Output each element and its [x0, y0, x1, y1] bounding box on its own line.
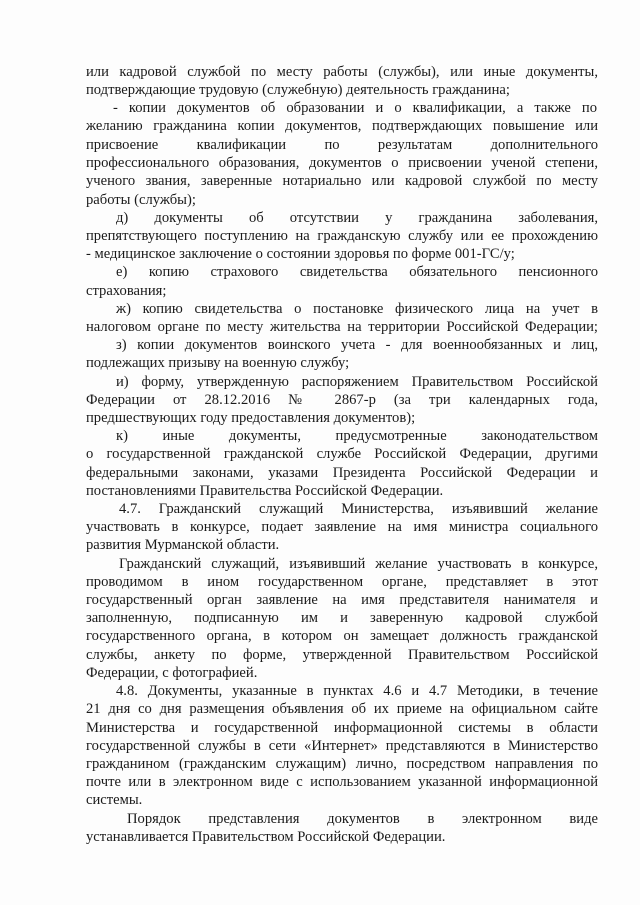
- text-line: Федерации от 28.12.2016 № 2867-р (за три календарных года,: [86, 392, 598, 408]
- text-line: работы (службы);: [86, 192, 196, 208]
- text-line: страхования;: [86, 283, 167, 299]
- text-line: и) форму, утвержденную распоряжением Правительством Российской: [116, 374, 598, 390]
- text-line: профессионального образования, документов о присвоении ученой степени,: [86, 155, 598, 171]
- text-line: подлежащих призыву на военную службу;: [86, 355, 350, 371]
- text-line: 21 дня со дня размещения объявления об их приеме на официальном сайте: [86, 701, 598, 717]
- text-line: ж) копию свидетельства о постановке физического лица на учет в: [116, 301, 598, 317]
- text-line: з) копии документов воинского учета - для военнообязанных и лиц,: [116, 337, 598, 353]
- text-line: федеральными законами, указами Президента Российской Федерации и: [86, 465, 598, 481]
- text-line: предшествующих году предоставления документов);: [86, 410, 416, 426]
- text-line: государственного органа, в котором он замещает должность гражданской: [86, 628, 598, 644]
- text-line: государственной службы в сети «Интернет» представляются в Министерство: [86, 738, 598, 754]
- text-line: препятствующего поступлению на гражданскую службу или ее прохождению: [86, 228, 598, 244]
- text-line: - копии документов об образовании и о квалификации, а также по: [113, 100, 597, 116]
- text-line: присвоение квалификации по результатам дополнительного: [86, 137, 598, 153]
- text-line: подтверждающие трудовую (служебную) деятельность гражданина;: [86, 82, 510, 98]
- text-line: заполненную, подписанную им и заверенную кадровой службой: [86, 610, 598, 626]
- text-line: 4.8. Документы, указанные в пунктах 4.6 и 4.7 Методики, в течение: [116, 683, 598, 699]
- text-line: проводимом в ином государственном органе, представляет в этот: [86, 574, 598, 590]
- text-line: налоговом органе по месту жительства на территории Российской Федерации;: [86, 319, 598, 335]
- text-line: постановлениями Правительства Российской Федерации.: [86, 483, 444, 499]
- text-line: устанавливается Правительством Российской Федерации.: [86, 829, 446, 845]
- text-line: Порядок представления документов в электронном виде: [127, 811, 598, 827]
- text-line: почте или в электронном виде с использованием указанной информационной: [86, 774, 598, 790]
- text-line: ученого звания, заверенные нотариально или кадровой службой по месту: [86, 173, 598, 189]
- text-line: е) копию страхового свидетельства обязательного пенсионного: [116, 264, 598, 280]
- text-line: - медицинское заключение о состоянии здоровья по форме 001-ГС/у;: [86, 246, 515, 262]
- text-line: гражданином (гражданским служащим) лично, посредством направления по: [86, 756, 598, 772]
- text-line: службы, анкету по форме, утвержденной Правительством Российской: [86, 647, 598, 663]
- text-line: к) иные документы, предусмотренные законодательством: [116, 428, 598, 444]
- text-line: о государственной гражданской службе Российской Федерации, другими: [86, 446, 598, 462]
- text-line: системы.: [86, 792, 143, 808]
- text-line: развития Мурманской области.: [86, 537, 280, 553]
- text-line: желанию гражданина копии документов, подтверждающих повышение или: [86, 118, 598, 134]
- text-line: 4.7. Гражданский служащий Министерства, изъявивший желание: [119, 501, 598, 517]
- text-line: Федерации, с фотографией.: [86, 665, 258, 681]
- text-line: д) документы об отсутствии у гражданина заболевания,: [116, 210, 598, 226]
- text-line: участвовать в конкурсе, подает заявление на имя министра социального: [86, 519, 598, 535]
- text-line: государственный орган заявление на имя представителя нанимателя и: [86, 592, 598, 608]
- text-line: Гражданский служащий, изъявивший желание участвовать в конкурсе,: [119, 556, 598, 572]
- text-line: или кадровой службой по месту работы (службы), или иные документы,: [86, 64, 598, 80]
- text-line: Министерства и государственной информационной системы в области: [86, 720, 598, 736]
